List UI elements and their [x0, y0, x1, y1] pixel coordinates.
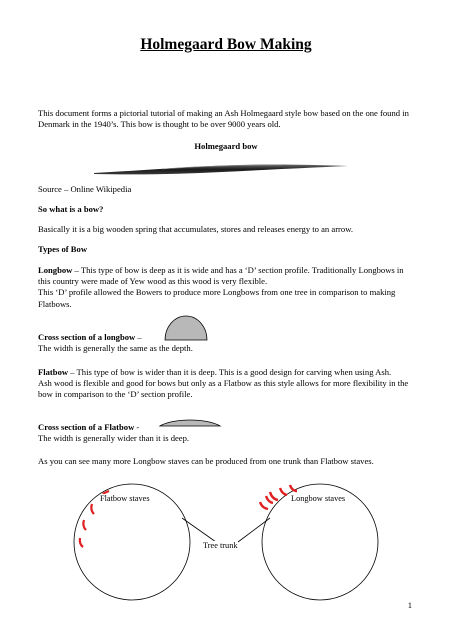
longbow-cross-suffix: – — [135, 332, 142, 342]
image-source: Source – Online Wikipedia — [38, 184, 132, 194]
page-number: 1 — [407, 600, 412, 610]
pointer-line-left — [182, 518, 216, 542]
longbow-staves-label: Longbow staves — [291, 494, 346, 503]
staves-text: As you can see many more Longbow staves can be produced from one trunk than Flatbow staves. — [38, 456, 374, 466]
longbow-paragraph — [38, 265, 418, 310]
longbow-text-2: This ‘D’ profile allowed the Bowers to produce more Longbows from one tree in comparison to making Flatbows. — [38, 287, 396, 309]
flatbow-term: Flatbow — [38, 367, 69, 377]
holmegaard-bow-image — [92, 158, 350, 180]
flatbow-section-icon — [159, 415, 221, 429]
longbow-cross-section-text — [38, 332, 418, 354]
intro-paragraph: This document forms a pictorial tutorial of making an Ash Holmegaard style bow based on the one found in Denmark in the 1940’s. This bow is thought to be over 9000 years old. — [38, 108, 409, 130]
longbow-term: Longbow — [38, 265, 73, 275]
document-title: Holmegaard Bow Making — [140, 36, 312, 53]
flatbow-cross-text: The width is generally wider than it is deep. — [38, 433, 190, 444]
what-heading: So what is a bow? — [38, 204, 104, 214]
longbow-d-section-icon — [163, 312, 209, 342]
flatbow-text-2: Ash wood is flexible and good for bows but only as a Flatbow as this style allows for more flexibility in the bow in comparison to the ‘D’ section profile. — [38, 378, 409, 400]
flatbow-cross-section-text — [38, 422, 418, 444]
tree-trunk-label: Tree trunk — [203, 541, 238, 550]
pointer-line-right — [238, 518, 270, 542]
figure-caption: Holmegaard bow — [194, 141, 258, 151]
flatbow-staves-label: Flatbow staves — [100, 494, 150, 503]
flatbow-text: – This type of bow is wider than it is deep. This is a good design for carving when using Ash. — [68, 367, 392, 377]
longbow-cross-heading: Cross section of a longbow — [38, 332, 136, 342]
types-heading: Types of Bow — [38, 244, 88, 254]
longbow-text: – This type of bow is deep as it is wide and has a ‘D’ section profile. Traditionally Longbows in this country were made of Yew wood as this wood is very flexible. — [38, 265, 404, 287]
flatbow-paragraph — [38, 367, 418, 401]
longbow-cross-text: The width is generally the same as the depth. — [38, 343, 193, 354]
what-text: Basically it is a big wooden spring that accumulates, stores and releases energy to an arrow. — [38, 224, 354, 234]
flatbow-cross-heading: Cross section of a Flatbow — [38, 422, 135, 432]
flatbow-cross-suffix: - — [134, 422, 140, 432]
